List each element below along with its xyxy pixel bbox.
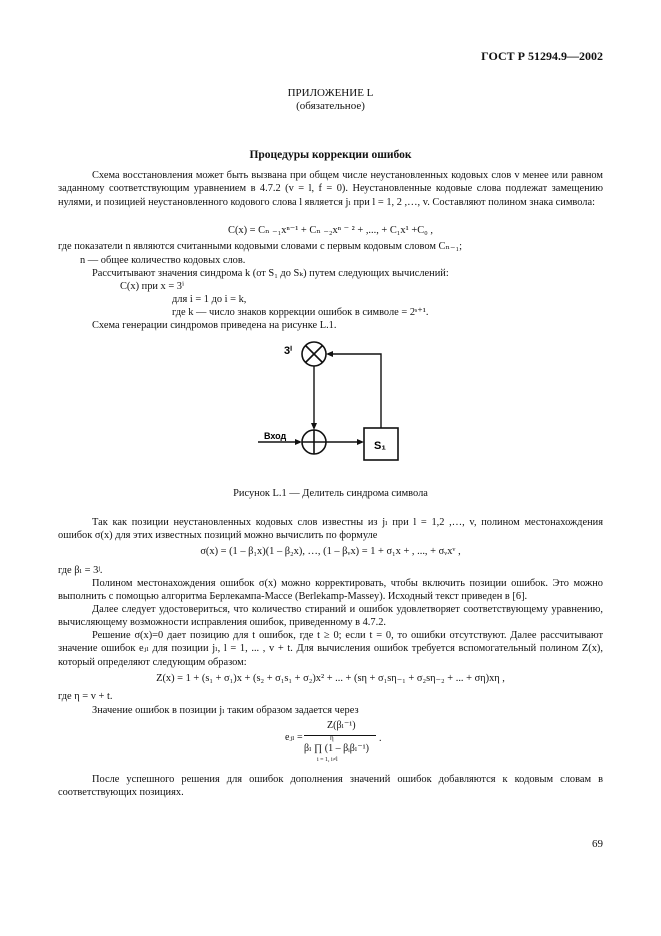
product-lower-limit: i = 1, i≠l [317,757,338,763]
register-arrowhead [357,439,364,445]
input-label: Вход [264,431,287,441]
figure-caption: Рисунок L.1 — Делитель синдрома символа [233,488,428,499]
paragraph-9: Так как позиции неустановленных кодовых слов известны из jₗ при l = 1,2 ,…, v, полином местонахождения ошибок σ(x) для этих известных позиций можно вычислить по формуле [58,517,603,542]
feedback-label: 3ⁱ [284,345,293,357]
appendix-title: ПРИЛОЖЕНИЕ L [287,87,374,99]
multiplier-arrowhead [326,351,333,357]
formula-e-denominator: βₗ ∏ (1 – βᵢβₗ⁻¹) [304,743,369,754]
register-label: S₁ [374,440,386,452]
paragraph-12: Далее следует удостовериться, что количество стираний и ошибок удовлетворяет соответствующему уравнению, вычисляющему возможности исправления ошибок, приведенному в 4.7.2. [58,604,603,629]
paragraph-6: для i = 1 до i = k, [172,294,247,305]
formula-e-numerator: Z(βₗ⁻¹) [327,720,356,731]
appendix-subtitle: (обязательное) [296,100,365,112]
syndrome-divider-diagram [250,338,430,476]
paragraph-13: Решение σ(x)=0 дает позицию для t ошибок, где t ≥ 0; если t = 0, то ошибки отсутствуют. Далее рассчитывают значение ошибок eⱼₗ для позиции jₗ, l = 1, ... , v + t. Для вычисления ошибок требуется вспомогательный полином Z(x), который определяют следующим образом: [58,630,603,668]
paragraph-14: где η = v + t. [58,691,113,702]
formula-c: C(x) = Cₙ ₋₁xⁿ⁻¹ + Cₙ ₋₂xⁿ ⁻ ² + ,..., + C₁x¹ +C₀ , [228,225,433,236]
section-title: Процедуры коррекции ошибок [249,149,412,161]
paragraph-10: где βₗ = 3ʲ. [58,565,103,576]
paragraph-11: Полином местонахождения ошибок σ(x) можно корректировать, чтобы включить позиции ошибок. Это можно выполнить с помощью алгоритма Берлекампа-Массе (Berlekamp-Massey). Исходный текст приведен в [6]. [58,578,603,603]
fraction-bar [304,735,376,736]
formula-e-period: . [379,733,382,744]
formula-z: Z(x) = 1 + (s₁ + σ₁)x + (s₂ + σ₁s₁ + σ₂)x² + ... + (sη + σ₁sη₋₁ + σ₂sη₋₂ + ... + ση)xη , [156,673,505,684]
page-number: 69 [592,838,603,850]
input-arrowhead [295,439,302,445]
paragraph-8: Схема генерации синдромов приведена на рисунке L.1. [92,320,337,331]
standard-number: ГОСТ Р 51294.9—2002 [481,49,603,63]
paragraph-7: где k — число знаков коррекции ошибок в символе = 2ˢ⁺¹. [172,307,429,318]
paragraph-5: C(x) при x = 3ⁱ [120,281,185,292]
paragraph-4: Рассчитывают значения синдрома k (от S₁ до Sₖ) путем следующих вычислений: [92,268,449,279]
adder-arrowhead [311,423,317,430]
paragraph-16: После успешного решения для ошибок дополнения значений ошибок добавляются к кодовым словам в соответствующих позициях. [58,774,603,799]
feedback-line [328,354,381,428]
formula-e-left: eⱼₗ = [285,732,303,743]
formula-sigma: σ(x) = (1 – β₁x)(1 – β₂x), …, (1 – βᵥx) = 1 + σ₁x + , ..., + σᵥxᵛ , [200,546,461,557]
paragraph-3: n — общее количество кодовых слов. [80,255,246,266]
paragraph-2: где показатели n являются считанными кодовыми словами с первым кодовым словом Cₙ₋₁; [58,241,462,252]
paragraph-15: Значение ошибок в позиции jₗ таким образом задается через [92,705,359,716]
paragraph-1: Схема восстановления может быть вызвана при общем числе неустановленных кодовых слов v менее или равном заданному соответствующим уравнением в 4.7.2 (v = l, f = 0). Неустановленные кодовые слова подлежат замещению нулями, и позицией неустановленного кодового слова l является jₗ при l = 1, 2 ,…, v. Составляют полином знака символа: [58,170,603,208]
product-upper-limit: η [330,734,334,742]
